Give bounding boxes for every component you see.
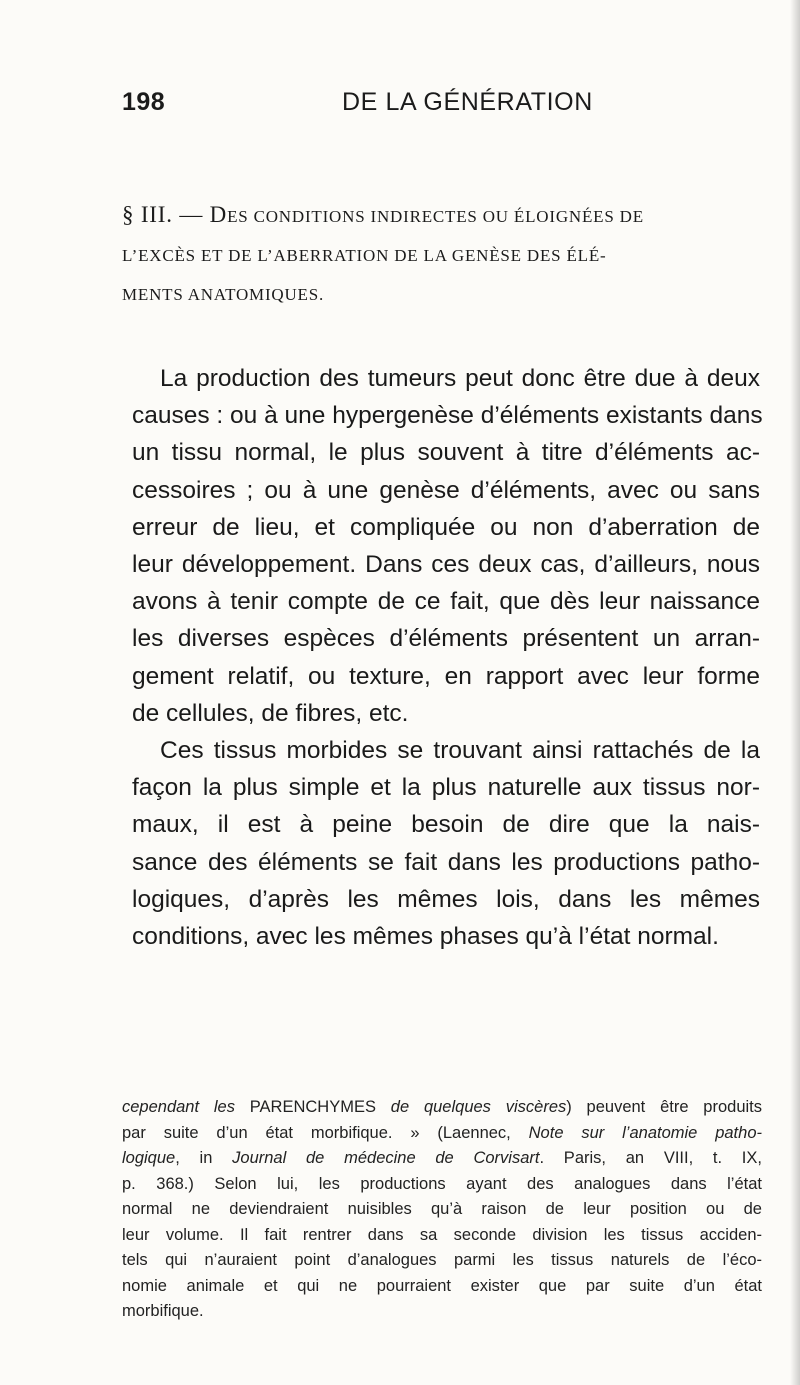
footnote-text: , in bbox=[175, 1149, 233, 1167]
footnote-line: normal ne deviendraient nuisibles qu’à raison de leur position ou de bbox=[122, 1200, 762, 1218]
section-heading bbox=[122, 195, 762, 314]
section-heading-line-3: MENTS ANATOMIQUES. bbox=[122, 285, 325, 304]
body-line: de cellules, de fibres, etc. bbox=[132, 699, 409, 727]
footnote-line: p. 368.) Selon lui, les productions ayant des analogues dans l’état bbox=[122, 1174, 762, 1193]
body-line: un tissu normal, le plus souvent à titre d’éléments ac- bbox=[132, 439, 760, 467]
footnote-italic: de quelques viscères bbox=[390, 1098, 567, 1116]
body-line: leur développement. Dans ces deux cas, d’ailleurs, nous bbox=[132, 551, 760, 579]
page-edge-shadow bbox=[790, 0, 800, 1385]
body-line: gement relatif, ou texture, en rapport avec leur forme bbox=[132, 662, 760, 690]
body-line: maux, il est à peine besoin de dire que la nais- bbox=[132, 811, 760, 839]
body-line: sance des éléments se fait dans les productions patho- bbox=[132, 848, 760, 876]
footnote-line bbox=[122, 1146, 762, 1172]
body-line: La production des tumeurs peut donc être due à deux bbox=[160, 365, 760, 392]
footnote-line bbox=[122, 1095, 762, 1121]
body-text bbox=[132, 360, 763, 955]
section-heading-line-2: L’EXCÈS ET DE L’ABERRATION DE LA GENÈSE DES ÉLÉ- bbox=[122, 246, 607, 265]
body-line: conditions, avec les mêmes phases qu’à l’état normal. bbox=[132, 923, 719, 951]
section-heading-line-1 bbox=[122, 195, 762, 236]
body-line: avons à tenir compte de ce fait, que dès leur naissance bbox=[132, 588, 760, 616]
running-head bbox=[122, 88, 762, 122]
body-line: erreur de lieu, et compliquée ou non d’aberration de bbox=[132, 513, 760, 541]
footnote-italic: cependant les bbox=[122, 1098, 235, 1116]
running-title: DE LA GÉNÉRATION bbox=[342, 88, 593, 116]
section-number: § III. — D bbox=[122, 202, 228, 227]
body-line: causes : ou à une hypergenèse d’éléments existants dans bbox=[132, 402, 763, 430]
footnote-line: morbifique. bbox=[122, 1302, 204, 1320]
body-line: cessoires ; ou à une genèse d’éléments, avec ou sans bbox=[132, 476, 760, 504]
body-line: logiques, d’après les mêmes lois, dans les mêmes bbox=[132, 885, 760, 913]
footnote-line: nomie animale et qui ne pourraient exister que par suite d’un état bbox=[122, 1276, 762, 1295]
footnote-text: . Paris, an VIII, t. IX, bbox=[539, 1149, 762, 1167]
footnote-italic: logique bbox=[122, 1149, 176, 1167]
body-line: Ces tissus morbides se trouvant ainsi rattachés de la bbox=[160, 737, 760, 765]
footnote-caps: PARENCHYMES bbox=[234, 1098, 391, 1116]
footnote-text: par suite d’un état morbifique. » (Laennec, bbox=[122, 1123, 529, 1142]
body-line: les diverses espèces d’éléments présentent un arran- bbox=[132, 625, 760, 653]
footnote-italic: Journal de médecine de Corvisart bbox=[232, 1149, 540, 1167]
section-heading-text-1: ES CONDITIONS INDIRECTES OU ÉLOIGNÉES DE bbox=[227, 207, 644, 226]
footnote-line: leur volume. Il fait rentrer dans sa seconde division les tissus acciden- bbox=[122, 1225, 762, 1244]
body-line: façon la plus simple et la plus naturelle aux tissus nor- bbox=[132, 774, 760, 802]
footnote-line bbox=[122, 1121, 762, 1147]
footnote-line: tels qui n’auraient point d’analogues parmi les tissus naturels de l’éco- bbox=[122, 1251, 762, 1269]
footnote-italic: Note sur l’anatomie patho- bbox=[528, 1123, 762, 1142]
page-number: 198 bbox=[122, 88, 166, 116]
footnote-text: ) peuvent être produits bbox=[566, 1098, 762, 1116]
footnote bbox=[122, 1095, 762, 1325]
